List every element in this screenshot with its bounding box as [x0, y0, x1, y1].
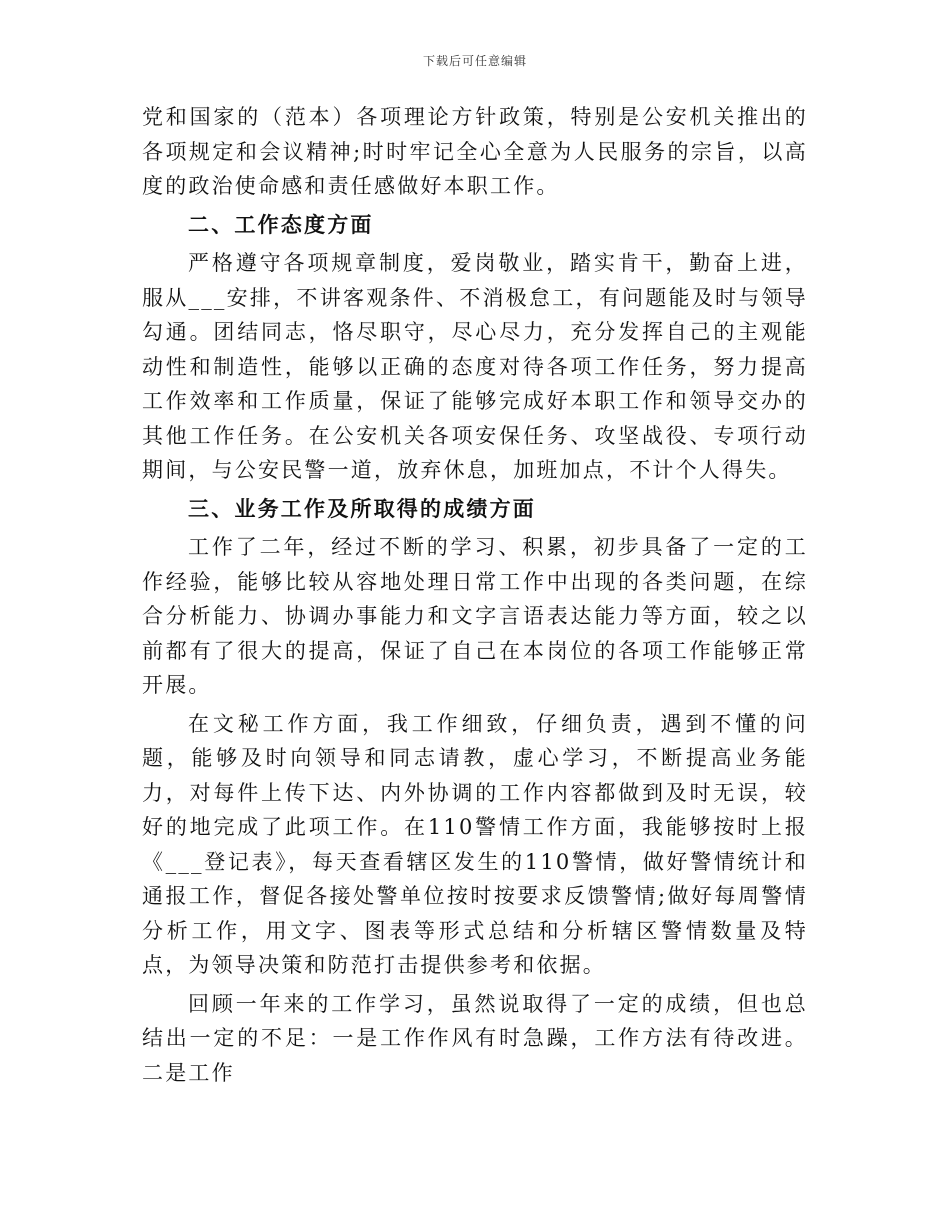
paragraph-intro: 党和国家的（范本）各项理论方针政策，特别是公安机关推出的各项规定和会议精神;时时牢记全心全意为人民服务的宗旨，以高度的政治使命感和责任感做好本职工作。 — [142, 105, 808, 198]
paragraph-review: 回顾一年来的工作学习，虽然说取得了一定的成绩，但也总结出一定的不足：一是工作作风有时急躁，工作方法有待改进。二是工作 — [142, 991, 808, 1085]
section-heading-business: 三、业务工作及所取得的成绩方面 — [188, 495, 536, 521]
paragraph-business: 工作了二年，经过不断的学习、积累，初步具备了一定的工作经验，能够比较从容地处理日常工作中出现的各类问题，在综合分析能力、协调办事能力和文字言语表达能力等方面，较之以前都有了很大的提高，保证了自己在本岗位的各项工作能够正常开展。 — [142, 535, 808, 697]
page-header: 下载后可任意编辑 — [422, 54, 527, 68]
section-heading-attitude: 二、工作态度方面 — [188, 211, 374, 237]
paragraph-attitude: 严格遵守各项规章制度，爱岗敬业，踏实肯干，勤奋上进，服从___安排，不讲客观条件、不消极怠工，有问题能及时与领导勾通。团结同志，恪尽职守，尽心尽力，充分发挥自己的主观能动性和制造性，能够以正确的态度对待各项工作任务，努力提高工作效率和工作质量，保证了能够完成好本职工作和领导交办的其他工作任务。在公安机关各项安保任务、攻坚战役、专项行动期间，与公安民警一道，放弃休息，加班加点，不计个人得失。 — [142, 251, 808, 482]
document-body — [142, 100, 808, 1094]
paragraph-secretary: 在文秘工作方面，我工作细致，仔细负责，遇到不懂的问题，能够及时向领导和同志请教，虚心学习，不断提高业务能力，对每件上传下达、内外协调的工作内容都做到及时无误，较好的地完成了此项工作。在110警情工作方面，我能够按时上报《___登记表》，每天查看辖区发生的110警情，做好警情统计和通报工作，督促各接处警单位按时按要求反馈警情;做好每周警情分析工作，用文字、图表等形式总结和分析辖区警情数量及特点，为领导决策和防范打击提供参考和依据。 — [142, 711, 808, 977]
